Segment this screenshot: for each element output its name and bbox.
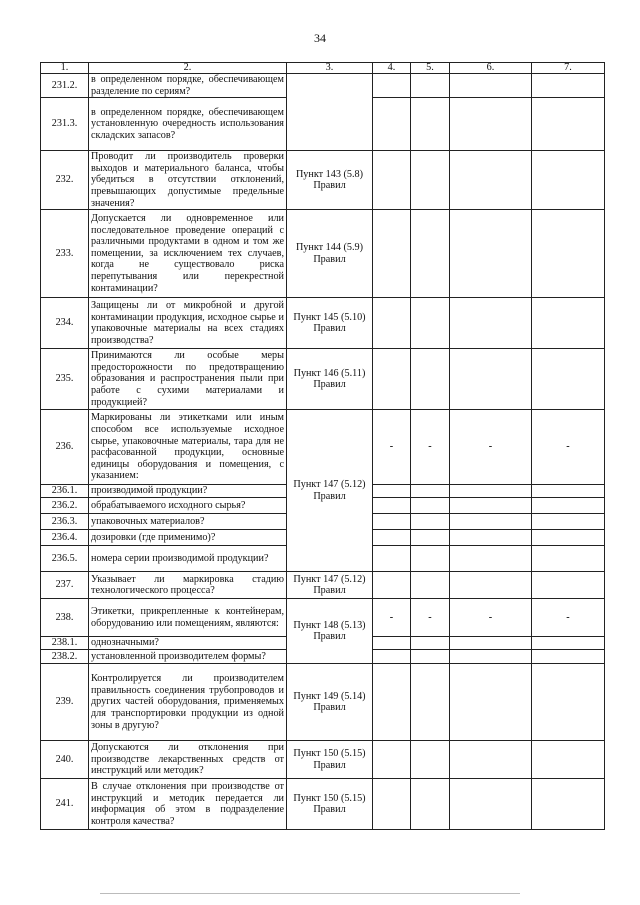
row-reference: Пункт 146 (5.11) Правил <box>287 349 373 410</box>
answer-cell <box>450 210 532 298</box>
row-number: 235. <box>41 349 89 410</box>
answer-cell <box>411 98 450 151</box>
table-row <box>41 664 605 741</box>
row-question: Этикетки, прикрепленные к контейнерам, оборудованию или помещениям, являются: <box>89 599 287 637</box>
answer-cell <box>373 514 411 530</box>
page-number: 34 <box>314 31 326 45</box>
answer-cell <box>450 779 532 830</box>
answer-cell <box>411 74 450 98</box>
row-question: однозначными? <box>89 637 287 650</box>
answer-cell <box>373 151 411 210</box>
row-number: 237. <box>41 572 89 599</box>
row-number: 240. <box>41 741 89 779</box>
answer-cell <box>411 741 450 779</box>
row-reference: Пункт 143 (5.8) Правил <box>287 151 373 210</box>
answer-cell <box>450 74 532 98</box>
row-reference: Пункт 149 (5.14) Правил <box>287 664 373 741</box>
dash-mark: - <box>373 599 411 637</box>
row-reference: Пункт 144 (5.9) Правил <box>287 210 373 298</box>
table-row <box>41 741 605 779</box>
table-row <box>41 151 605 210</box>
dash-mark: - <box>411 410 450 485</box>
answer-cell <box>411 485 450 498</box>
answer-cell <box>411 546 450 572</box>
row-number: 238.2. <box>41 650 89 664</box>
answer-cell <box>450 349 532 410</box>
answer-cell <box>450 498 532 514</box>
dash-mark: - <box>373 410 411 485</box>
answer-cell <box>450 514 532 530</box>
answer-cell <box>532 98 605 151</box>
row-number: 236.4. <box>41 530 89 546</box>
row-question: установленной производителем формы? <box>89 650 287 664</box>
answer-cell <box>532 298 605 349</box>
answer-cell <box>532 498 605 514</box>
answer-cell <box>373 637 411 650</box>
answer-cell <box>532 779 605 830</box>
answer-cell <box>373 530 411 546</box>
row-question: Указывает ли маркировка стадию технологического процесса? <box>89 572 287 599</box>
row-reference: Пункт 145 (5.10) Правил <box>287 298 373 349</box>
dash-mark: - <box>532 599 605 637</box>
dash-mark: - <box>450 410 532 485</box>
row-number: 239. <box>41 664 89 741</box>
row-number: 232. <box>41 151 89 210</box>
table-row <box>41 599 605 637</box>
answer-cell <box>373 298 411 349</box>
row-number: 233. <box>41 210 89 298</box>
answer-cell <box>373 779 411 830</box>
answer-cell <box>373 98 411 151</box>
row-question: Маркированы ли этикетками или иным способом все используемые исходное сырье, упаковочные материалы, тара для не расфасованной продукции, основные единицы оборудования и помещения, с указанием: <box>89 410 287 485</box>
answer-cell <box>411 498 450 514</box>
answer-cell <box>411 514 450 530</box>
answer-cell <box>373 664 411 741</box>
row-question: Допускается ли одновременное или последовательное проведение операций с различными продуктами в одном и том же помещении, за исключением тех случаев, когда не существовало риска перепутывания или перекрестной контаминации? <box>89 210 287 298</box>
answer-cell <box>411 650 450 664</box>
row-question: Проводит ли производитель проверки выходов и материального баланса, чтобы убедиться в отсутствии отклонений, превышающих допустимые предельные значения? <box>89 151 287 210</box>
answer-cell <box>411 779 450 830</box>
answer-cell <box>411 210 450 298</box>
answer-cell <box>450 298 532 349</box>
answer-cell <box>532 637 605 650</box>
answer-cell <box>373 74 411 98</box>
row-reference: Пункт 150 (5.15) Правил <box>287 741 373 779</box>
answer-cell <box>373 210 411 298</box>
row-number: 238.1. <box>41 637 89 650</box>
answer-cell <box>450 650 532 664</box>
row-question: Допускаются ли отклонения при производстве лекарственных средств от инструкций или методик? <box>89 741 287 779</box>
answer-cell <box>450 98 532 151</box>
answer-cell <box>373 741 411 779</box>
column-header: 2. <box>89 63 287 74</box>
answer-cell <box>532 741 605 779</box>
answer-cell <box>532 650 605 664</box>
answer-cell <box>450 664 532 741</box>
answer-cell <box>450 741 532 779</box>
row-number: 236.2. <box>41 498 89 514</box>
row-number: 241. <box>41 779 89 830</box>
answer-cell <box>411 572 450 599</box>
row-number: 231.2. <box>41 74 89 98</box>
answer-cell <box>532 349 605 410</box>
table-row <box>41 210 605 298</box>
answer-cell <box>532 664 605 741</box>
row-question: в определенном порядке, обеспечивающем установленную очередность использования складских запасов? <box>89 98 287 151</box>
footer-divider <box>100 893 520 894</box>
row-reference: Пункт 147 (5.12) Правил <box>287 572 373 599</box>
answer-cell <box>532 546 605 572</box>
dash-mark: - <box>532 410 605 485</box>
answer-cell <box>373 498 411 514</box>
answer-cell <box>411 530 450 546</box>
row-question: обрабатываемого исходного сырья? <box>89 498 287 514</box>
answer-cell <box>532 485 605 498</box>
column-header: 4. <box>373 63 411 74</box>
answer-cell <box>373 485 411 498</box>
answer-cell <box>373 546 411 572</box>
answer-cell <box>532 210 605 298</box>
row-question: номера серии производимой продукции? <box>89 546 287 572</box>
row-number: 236.3. <box>41 514 89 530</box>
row-reference: Пункт 147 (5.12) Правил <box>287 410 373 572</box>
row-reference: Пункт 150 (5.15) Правил <box>287 779 373 830</box>
table-row <box>41 298 605 349</box>
table-row <box>41 779 605 830</box>
row-question: В случае отклонения при производстве от инструкций и методик передается ли информация об этом в подразделение контроля качества? <box>89 779 287 830</box>
answer-cell <box>532 74 605 98</box>
answer-cell <box>450 637 532 650</box>
table-row <box>41 74 605 98</box>
column-header: 3. <box>287 63 373 74</box>
table-row <box>41 410 605 485</box>
answer-cell <box>411 349 450 410</box>
answer-cell <box>450 151 532 210</box>
row-question: Защищены ли от микробной и другой контаминации продукция, исходное сырье и упаковочные материалы на всех стадиях производства? <box>89 298 287 349</box>
column-header: 1. <box>41 63 89 74</box>
row-question: дозировки (где применимо)? <box>89 530 287 546</box>
column-header: 6. <box>450 63 532 74</box>
answer-cell <box>450 546 532 572</box>
row-number: 234. <box>41 298 89 349</box>
row-number: 236.5. <box>41 546 89 572</box>
answer-cell <box>373 650 411 664</box>
checklist-table <box>40 62 605 830</box>
dash-mark: - <box>411 599 450 637</box>
column-header: 5. <box>411 63 450 74</box>
row-number: 231.3. <box>41 98 89 151</box>
answer-cell <box>450 572 532 599</box>
table-row <box>41 572 605 599</box>
table-row <box>41 349 605 410</box>
row-question: в определенном порядке, обеспечивающем разделение по сериям? <box>89 74 287 98</box>
answer-cell <box>532 514 605 530</box>
column-header: 7. <box>532 63 605 74</box>
table-header-row <box>41 63 605 74</box>
answer-cell <box>373 349 411 410</box>
row-question: производимой продукции? <box>89 485 287 498</box>
row-reference <box>287 74 373 151</box>
answer-cell <box>532 572 605 599</box>
row-number: 236. <box>41 410 89 485</box>
answer-cell <box>411 637 450 650</box>
answer-cell <box>411 664 450 741</box>
row-question: Принимаются ли особые меры предосторожности по предотвращению образования и распространения пыли при работе с сухими материалами и продукцией? <box>89 349 287 410</box>
row-number: 236.1. <box>41 485 89 498</box>
answer-cell <box>532 151 605 210</box>
dash-mark: - <box>450 599 532 637</box>
answer-cell <box>532 530 605 546</box>
row-question: Контролируется ли производителем правильность соединения трубопроводов и других частей оборудования, применяемых для транспортировки продукции из одной зоны в другую? <box>89 664 287 741</box>
answer-cell <box>450 485 532 498</box>
row-reference: Пункт 148 (5.13) Правил <box>287 599 373 664</box>
answer-cell <box>411 298 450 349</box>
row-question: упаковочных материалов? <box>89 514 287 530</box>
answer-cell <box>411 151 450 210</box>
answer-cell <box>373 572 411 599</box>
answer-cell <box>450 530 532 546</box>
row-number: 238. <box>41 599 89 637</box>
